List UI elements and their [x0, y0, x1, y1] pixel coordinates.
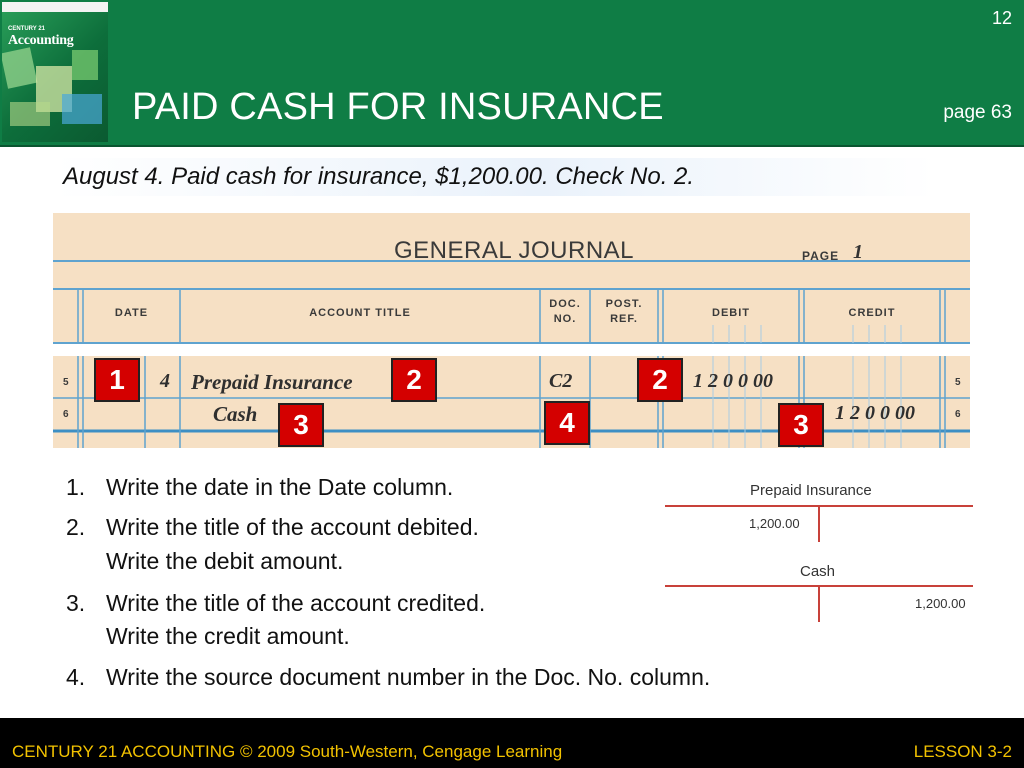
column-header-date: DATE: [114, 307, 149, 319]
journal-entry-day: 4: [160, 370, 170, 392]
transaction-statement: [55, 158, 935, 196]
cover-brand-small: CENTURY 21: [8, 26, 46, 32]
step-marker-3-account-credited: 3: [278, 403, 324, 447]
slide-number: 12: [991, 8, 1012, 28]
column-header-post-ref-line2: REF.: [610, 313, 638, 325]
step-marker-2-account-debited: 2: [391, 358, 437, 402]
footer-lesson: LESSON 3-2: [913, 742, 1012, 761]
cover-graphic: [10, 102, 50, 126]
cover-graphic: [2, 47, 37, 88]
transaction-text: August 4. Paid cash for insurance, $1,200.00. Check No. 2.: [63, 163, 695, 190]
step-text: Write the debit amount.: [106, 548, 344, 574]
column-header-account-title: ACCOUNT TITLE: [309, 307, 411, 319]
t-accounts: [665, 478, 973, 628]
cover-graphic: [72, 50, 98, 80]
step-number: 1.: [66, 474, 86, 500]
journal-page-label: PAGE: [802, 249, 840, 263]
step-text: Write the title of the account debited.: [106, 514, 479, 540]
journal-line-number-right: 5: [955, 377, 961, 388]
column-header-doc-no: [540, 297, 590, 327]
slide-header: [0, 0, 1024, 147]
journal-line-number: 5: [63, 377, 69, 388]
cover-top-strip: [2, 2, 108, 12]
page-reference: page 63: [943, 102, 1012, 123]
step-marker-3-credit-amount: 3: [778, 403, 824, 447]
step-marker-2-debit-amount: 2: [637, 358, 683, 402]
journal-page-number: 1: [853, 241, 863, 263]
step-marker-1-date: 1: [94, 358, 140, 402]
column-header-debit: DEBIT: [712, 307, 750, 319]
step-marker-4-doc-no: 4: [544, 401, 590, 445]
journal-entry-account-credit: Cash: [213, 402, 258, 426]
journal-entry-credit-amount: 1 2 0 0 00: [835, 402, 915, 424]
general-journal: [53, 213, 970, 448]
journal-entry-doc-no: C2: [549, 370, 573, 392]
step-number: 2.: [66, 514, 86, 540]
step-number: 3.: [66, 590, 86, 616]
slide-footer: [0, 718, 1024, 768]
journal-entry-debit-amount: 1 2 0 0 00: [693, 370, 773, 392]
t-account-credit-amount: 1,200.00: [915, 596, 966, 611]
footer-copyright: CENTURY 21 ACCOUNTING © 2009 South-Western, Cengage Learning: [12, 742, 563, 761]
cover-graphic: [62, 94, 102, 124]
step-text: Write the credit amount.: [106, 623, 350, 649]
column-header-post-ref: [590, 297, 658, 327]
journal-line-number-right: 6: [955, 409, 961, 420]
column-header-doc-no-line1: DOC.: [549, 298, 581, 310]
cover-brand-large: Accounting: [8, 33, 74, 48]
column-header-post-ref-line1: POST.: [605, 298, 643, 310]
step-text: Write the date in the Date column.: [106, 474, 454, 500]
column-header-credit: CREDIT: [848, 307, 896, 319]
t-account-name: Prepaid Insurance: [750, 482, 872, 499]
textbook-cover-image: [2, 2, 108, 142]
column-header-doc-no-line2: NO.: [553, 313, 577, 325]
step-text: Write the title of the account credited.: [106, 590, 486, 616]
step-number: 4.: [66, 664, 86, 690]
t-account-name: Cash: [800, 563, 836, 580]
t-account-debit-amount: 1,200.00: [749, 516, 800, 531]
journal-entry-account-debit: Prepaid Insurance: [191, 370, 353, 394]
page-title: PAID CASH FOR INSURANCE: [132, 86, 664, 128]
journal-title: GENERAL JOURNAL: [394, 237, 634, 264]
step-text: Write the source document number in the Doc. No. column.: [106, 664, 711, 690]
journal-line-number: 6: [63, 409, 69, 420]
